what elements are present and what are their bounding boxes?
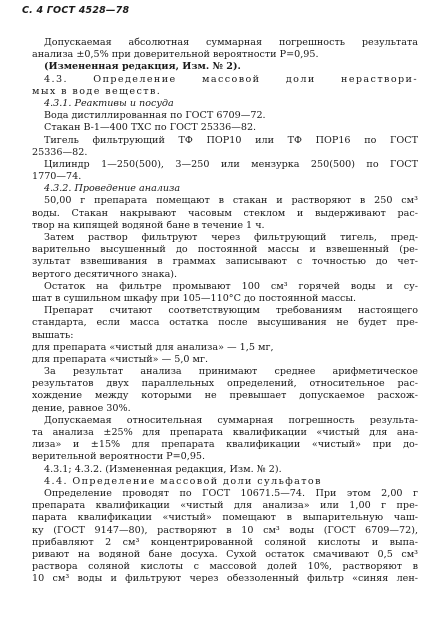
text-line: Остаток на фильтре промывают 100 см³ горячей воды и су- <box>44 280 418 292</box>
text-line: 10 см³ воды и фильтруют через обеззоленный фильтр «синяя лен- <box>32 573 418 585</box>
text-line: воды. Стакан накрывают часовым стеклом и выдерживают рас- <box>32 207 418 219</box>
text-line: прибавляют 2 см³ концентрированной соляной кислоты и выпа- <box>32 536 418 548</box>
text-line: результатов двух параллельных определений, относительное рас- <box>32 378 418 390</box>
page-header: С. 4 ГОСТ 4528—78 <box>22 5 130 16</box>
text-line: стандарта, если масса остатка после высушивания не будет пре- <box>32 317 418 329</box>
text-line: Допускаемая абсолютная суммарная погрешность результата <box>44 37 418 48</box>
text-line: зультат взвешивания в граммах записывают с точностью до чет- <box>32 256 418 268</box>
text-line: препарата квалификации «чистый для анализа» или 1,00 г пре- <box>32 500 418 512</box>
text-line: вышать: <box>32 329 74 341</box>
text-line: лиза» и ±15% для препарата квалификации «чистый» при до- <box>32 439 418 451</box>
text-line: та анализа ±25% для препарата квалификации «чистый для ана- <box>32 427 418 438</box>
text-line: Вода дистиллированная по ГОСТ 6709—72. <box>44 110 266 122</box>
text-line: твор на кипящей водяной бане в течение 1 ч. <box>32 219 265 231</box>
text-line: 50,00 г препарата помещают в стакан и растворяют в 250 см³ <box>44 195 418 207</box>
text-line: (Измененная редакция, Изм. № 2). <box>44 61 241 73</box>
text-line: 4.3.1; 4.3.2. (Измененная редакция, Изм. № 2). <box>44 463 282 475</box>
text-line: Препарат считают соответствующим требованиям настоящего <box>44 305 418 317</box>
text-line: анализа ±0,5% при доверительной вероятности P=0,95. <box>32 49 319 61</box>
text-line: За результат анализа принимают среднее арифметическое <box>44 366 418 378</box>
text-line: Тигель фильтрующий ТФ ПОР10 или ТФ ПОР16 по ГОСТ <box>44 134 418 146</box>
text-line: 25336—82. <box>32 146 88 158</box>
text-line: парата квалификации «чистый» помещают в выпарительную чаш- <box>32 512 418 524</box>
text-line: дение, равное 30%. <box>32 402 131 414</box>
text-line: 4.3.2. Проведение анализа <box>44 183 181 195</box>
text-line: 4.3. Определение массовой доли нераствори- <box>44 73 418 85</box>
text-line: Стакан В-1—400 ТХС по ГОСТ 25336—82. <box>44 122 257 134</box>
text-line: варительно высушенный до постоянной массы и взвешенный (ре- <box>32 244 418 256</box>
text-line: ку (ГОСТ 9147—80), растворяют в 10 см³ воды (ГОСТ 6709—72), <box>32 524 418 536</box>
text-line: 4.3.1. Реактивы и посуда <box>44 97 174 109</box>
text-line: Затем раствор фильтруют через фильтрующий тигель, пред- <box>44 232 418 243</box>
text-line: 1770—74. <box>32 171 82 183</box>
text-line: Цилиндр 1—250(500), 3—250 или мензурка 250(500) по ГОСТ <box>44 158 418 170</box>
text-line: верительной вероятности P=0,95. <box>32 451 206 463</box>
text-line: шат в сушильном шкафу при 105—110°С до постоянной массы. <box>32 292 357 304</box>
text-line: вертого десятичного знака). <box>32 268 178 280</box>
text-line: мых в воде веществ. <box>32 85 162 97</box>
text-line: раствора соляной кислоты с массовой долей 10%, растворяют в <box>32 561 418 573</box>
text-line: Допускаемая относительная суммарная погрешность результа- <box>44 414 418 426</box>
text-line: хождение между которыми не превышает допускаемое расхож- <box>32 390 418 402</box>
text-line: Определение проводят по ГОСТ 10671.5—74. При этом 2,00 г <box>44 487 418 499</box>
document-body <box>32 37 418 585</box>
text-line: ривают на водяной бане досуха. Сухой остаток смачивают 0,5 см³ <box>32 548 418 560</box>
text-line: для препарата «чистый» — 5,0 мг. <box>32 353 209 365</box>
text-line: 4.4. Определение массовой доли сульфатов <box>44 475 322 487</box>
text-line: для препарата «чистый для анализа» — 1,5 мг, <box>32 341 274 353</box>
